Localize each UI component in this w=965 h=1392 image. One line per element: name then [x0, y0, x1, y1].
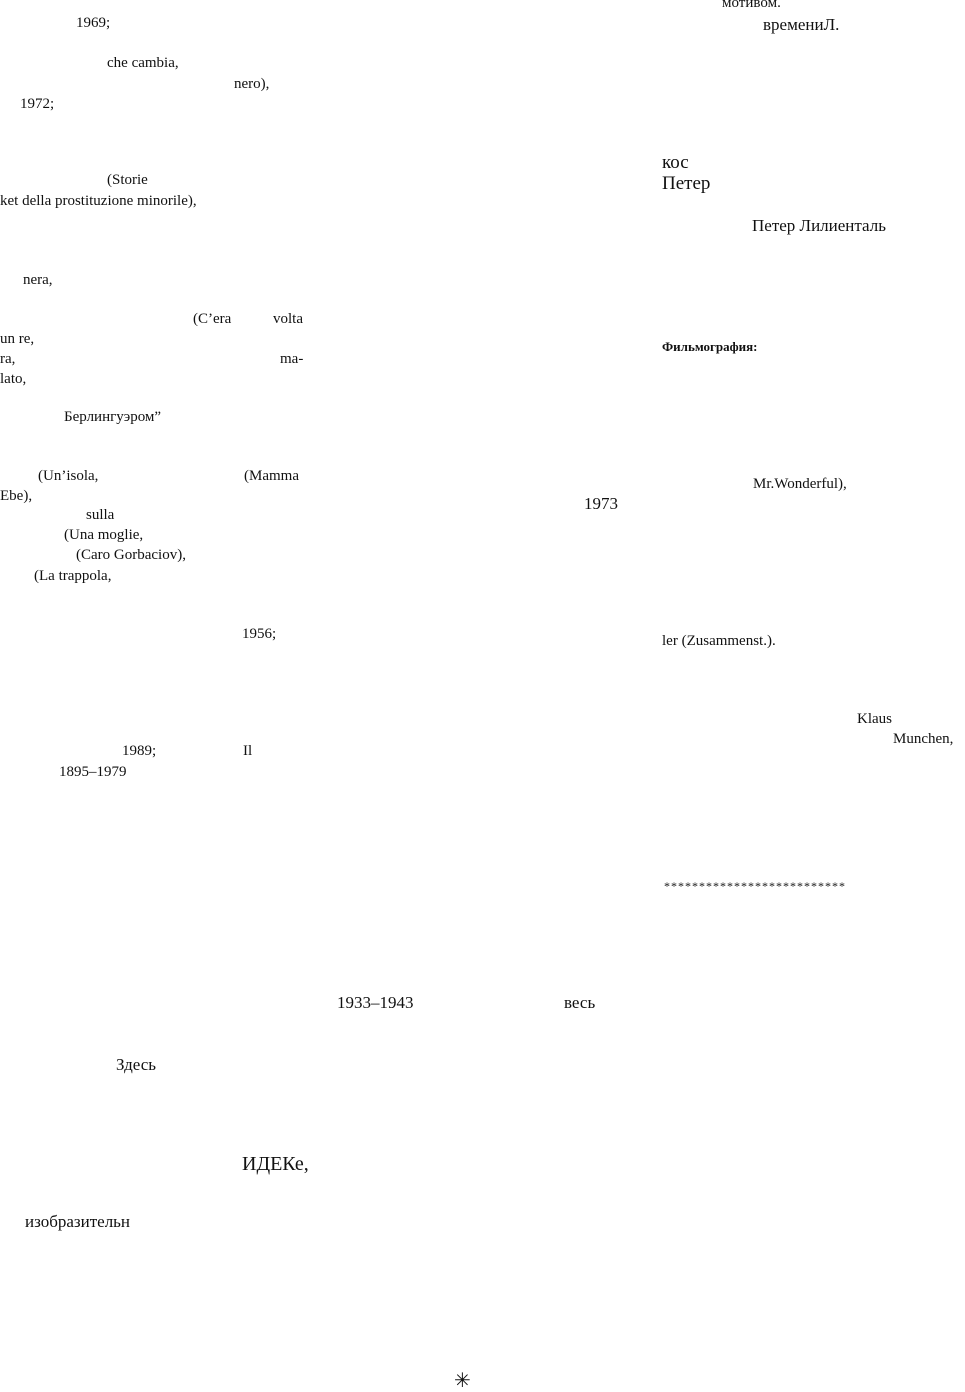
text-fragment-mamma: (Mamma — [244, 468, 299, 484]
text-fragment-vremeni: времениЛ. — [763, 15, 840, 34]
text-fragment-nero: nero), — [234, 76, 270, 92]
text-fragment-ideke: ИДЕКе, — [242, 1153, 309, 1175]
text-fragment-munchen: Munchen, — [893, 731, 954, 747]
text-fragment-storie: (Storie — [107, 172, 148, 188]
text-fragment-una-moglie: (Una moglie, — [64, 527, 144, 543]
text-fragment-ebe: Ebe), — [0, 488, 33, 504]
text-fragment-nera: nera, — [23, 272, 53, 288]
text-fragment-il: Il — [243, 743, 253, 759]
text-fragment-year-1969: 1969; — [76, 15, 111, 31]
text-fragment-year-1972: 1972; — [20, 96, 55, 112]
text-fragment-la-trappola: (La trappola, — [34, 568, 112, 584]
text-fragment-zusammenst: ler (Zusammenst.). — [662, 633, 776, 649]
text-fragment-cera: (C’era — [193, 311, 232, 327]
asterisk-separator: ************************** — [664, 879, 846, 893]
text-fragment-ma: ma- — [280, 351, 304, 367]
text-fragment-ves: весь — [564, 993, 596, 1012]
text-fragment-unisola: (Un’isola, — [38, 468, 99, 484]
text-fragment-year-1973: 1973 — [584, 494, 618, 513]
text-fragment-volta: volta — [273, 311, 303, 327]
text-fragment-year-1956: 1956; — [242, 626, 277, 642]
text-fragment-kos: кос — [662, 152, 689, 173]
text-fragment-racket-line: ket della prostituzione minorile), — [0, 193, 197, 209]
text-fragment-peter: Петер — [662, 173, 711, 194]
text-fragment-che-cambia: che cambia, — [107, 55, 179, 71]
text-fragment-un-re: un re, — [0, 331, 35, 347]
text-fragment-sulla: sulla — [86, 507, 115, 523]
text-fragment-caro-gorbaciov: (Caro Gorbaciov), — [76, 547, 186, 563]
text-fragment-klaus: Klaus — [857, 711, 892, 727]
text-fragment-years-1895-1979: 1895–1979 — [59, 764, 127, 780]
text-fragment-berlinguer: Берлингуэром” — [64, 409, 162, 425]
text-fragment-mr-wonderful: Mr.Wonderful), — [753, 476, 847, 492]
asterisk-icon: ✳ — [454, 1370, 471, 1392]
text-fragment-lato: lato, — [0, 371, 27, 387]
text-fragment-years-1933-1943: 1933–1943 — [337, 993, 414, 1012]
text-fragment-izobrazitel: изобразительн — [25, 1212, 131, 1231]
text-fragment-ra: ra, — [0, 351, 16, 367]
filmography-heading: Фильмография: — [662, 339, 758, 354]
text-fragment-peter-lilienthal: Петер Лилиенталь — [752, 216, 886, 235]
text-fragment-year-1989: 1989; — [122, 743, 157, 759]
text-fragment-motivom: мотивом. — [722, 0, 781, 11]
text-fragment-zdes: Здесь — [116, 1055, 157, 1074]
